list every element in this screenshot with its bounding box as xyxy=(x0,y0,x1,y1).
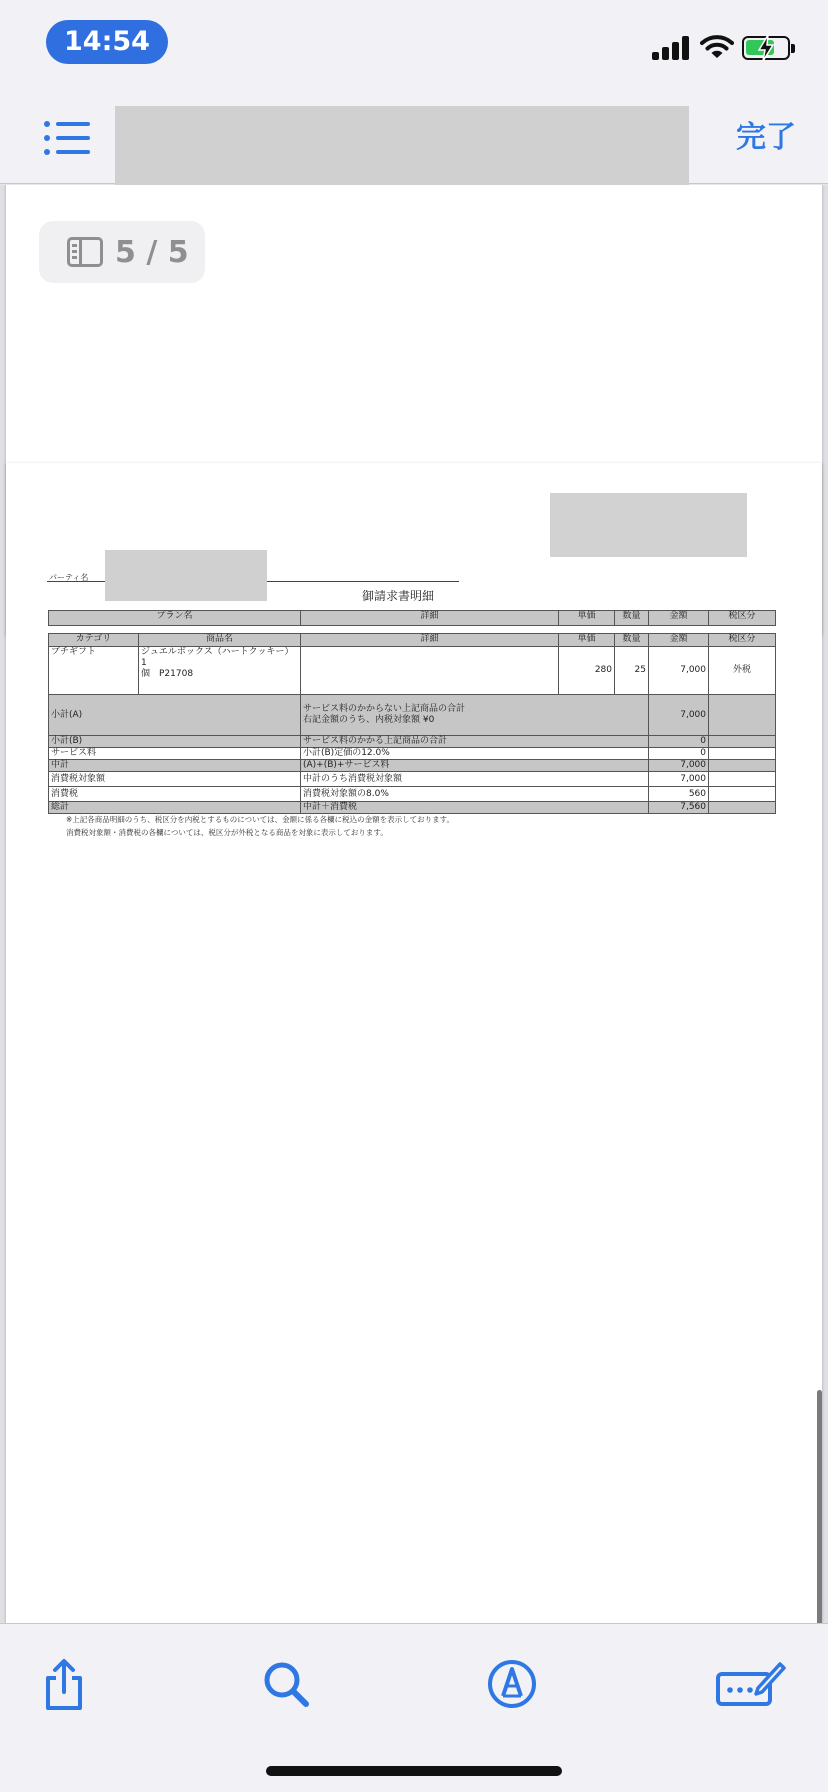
item-product-line: 個 P21708 xyxy=(141,669,194,679)
vertical-scrollbar[interactable] xyxy=(817,1390,822,1623)
summary-detail: (A)+(B)+サービス料 xyxy=(301,760,649,772)
column-header: 金額 xyxy=(649,634,709,647)
page-indicator[interactable] xyxy=(39,221,205,283)
summary-label: 消費税 xyxy=(49,787,301,802)
summary-label: サービス料 xyxy=(49,748,301,760)
summary-label: 中計 xyxy=(49,760,301,772)
subtotal-a-amount: 7,000 xyxy=(649,695,709,736)
status-time[interactable]: 14:54 xyxy=(46,20,168,64)
summary-detail: 消費税対象額の8.0% xyxy=(301,787,649,802)
summary-amount: 0 xyxy=(649,748,709,760)
subtotal-a-detail-line: 右記金額のうち、内税対象額 ¥0 xyxy=(303,715,435,725)
outline-list-icon[interactable] xyxy=(44,120,90,156)
plan-header-cell: 金額 xyxy=(649,611,709,626)
party-name-label: パーティ名 xyxy=(49,573,89,582)
summary-amount: 7,000 xyxy=(649,772,709,787)
form-fill-icon[interactable] xyxy=(714,1656,786,1712)
item-quantity: 25 xyxy=(615,647,649,695)
item-product-line: ジュエルボックス（ハートクッキー）1 xyxy=(141,647,294,668)
column-header: 詳細 xyxy=(301,634,559,647)
summary-amount: 0 xyxy=(649,736,709,748)
summary-amount: 7,560 xyxy=(649,802,709,814)
subtotal-a-row xyxy=(49,695,776,736)
invoice-title: 御請求書明細 xyxy=(362,589,435,603)
column-header: カテゴリ xyxy=(49,634,139,647)
cellular-signal-icon xyxy=(652,36,690,60)
column-header: 商品名 xyxy=(139,634,301,647)
summary-row xyxy=(49,760,776,772)
column-header: 数量 xyxy=(615,634,649,647)
summary-label: 総計 xyxy=(49,802,301,814)
item-unit-price: 280 xyxy=(559,647,615,695)
share-icon[interactable] xyxy=(36,1656,92,1712)
summary-detail: 小計(B)定価の12.0% xyxy=(301,748,649,760)
sidebar-thumbnail-icon xyxy=(67,237,103,267)
done-button[interactable]: 完了 xyxy=(736,120,796,155)
summary-amount: 560 xyxy=(649,787,709,802)
summary-rows xyxy=(49,736,776,814)
pdf-page-current xyxy=(6,463,822,1623)
summary-label: 消費税対象額 xyxy=(49,772,301,787)
summary-detail: 中計＋消費税 xyxy=(301,802,649,814)
subtotal-a-tax xyxy=(709,695,776,736)
subtotal-a-label: 小計(A) xyxy=(49,695,301,736)
table-row xyxy=(49,647,776,695)
plan-header-cell: 税区分 xyxy=(709,611,776,626)
summary-tax xyxy=(709,772,776,787)
footnote-line: ※上記各商品明細のうち、税区分を内税とするものについては、金額に係る各欄に税込の金額を表示しております。 xyxy=(66,815,455,824)
item-detail xyxy=(301,647,559,695)
table-header-row xyxy=(49,634,776,647)
summary-row xyxy=(49,736,776,748)
column-header: 税区分 xyxy=(709,634,776,647)
battery-charging-icon xyxy=(742,36,790,60)
plan-header-cell: 詳細 xyxy=(301,611,559,626)
page-number-text: 5 / 5 xyxy=(115,235,189,270)
summary-tax xyxy=(709,787,776,802)
summary-tax xyxy=(709,802,776,814)
footnote-line: 消費税対象額・消費税の各欄については、税区分が外税となる商品を対象に表示しております。 xyxy=(66,828,388,837)
summary-label: 小計(B) xyxy=(49,736,301,748)
summary-row xyxy=(49,748,776,760)
navigation-bar xyxy=(0,90,828,184)
summary-tax xyxy=(709,748,776,760)
wifi-icon xyxy=(700,34,734,64)
summary-detail: サービス料のかかる上記商品の合計 xyxy=(301,736,649,748)
document-viewer[interactable] xyxy=(0,185,828,1623)
status-bar xyxy=(0,0,828,90)
summary-row xyxy=(49,802,776,814)
invoice-items-table xyxy=(48,633,776,814)
column-header: 単価 xyxy=(559,634,615,647)
item-tax-type: 外税 xyxy=(709,647,776,695)
party-name-redacted xyxy=(105,550,267,601)
plan-header-cell: 数量 xyxy=(615,611,649,626)
summary-row xyxy=(49,772,776,787)
search-icon[interactable] xyxy=(258,1656,314,1712)
item-amount: 7,000 xyxy=(649,647,709,695)
subtotal-a-detail-line: サービス料のかからない上記商品の合計 xyxy=(303,704,466,714)
plan-header-cell: 単価 xyxy=(559,611,615,626)
plan-header-cell: プラン名 xyxy=(49,611,301,626)
home-indicator[interactable] xyxy=(266,1766,562,1776)
markup-icon[interactable] xyxy=(484,1656,540,1712)
redacted-block xyxy=(550,493,747,557)
subtotal-a-detail xyxy=(301,695,649,736)
summary-detail: 中計のうち消費税対象額 xyxy=(301,772,649,787)
document-title-redacted xyxy=(115,106,689,190)
summary-tax xyxy=(709,760,776,772)
plan-header-table xyxy=(48,610,776,626)
summary-row xyxy=(49,787,776,802)
item-product xyxy=(139,647,301,695)
summary-amount: 7,000 xyxy=(649,760,709,772)
summary-tax xyxy=(709,736,776,748)
item-category: プチギフト xyxy=(49,647,139,695)
